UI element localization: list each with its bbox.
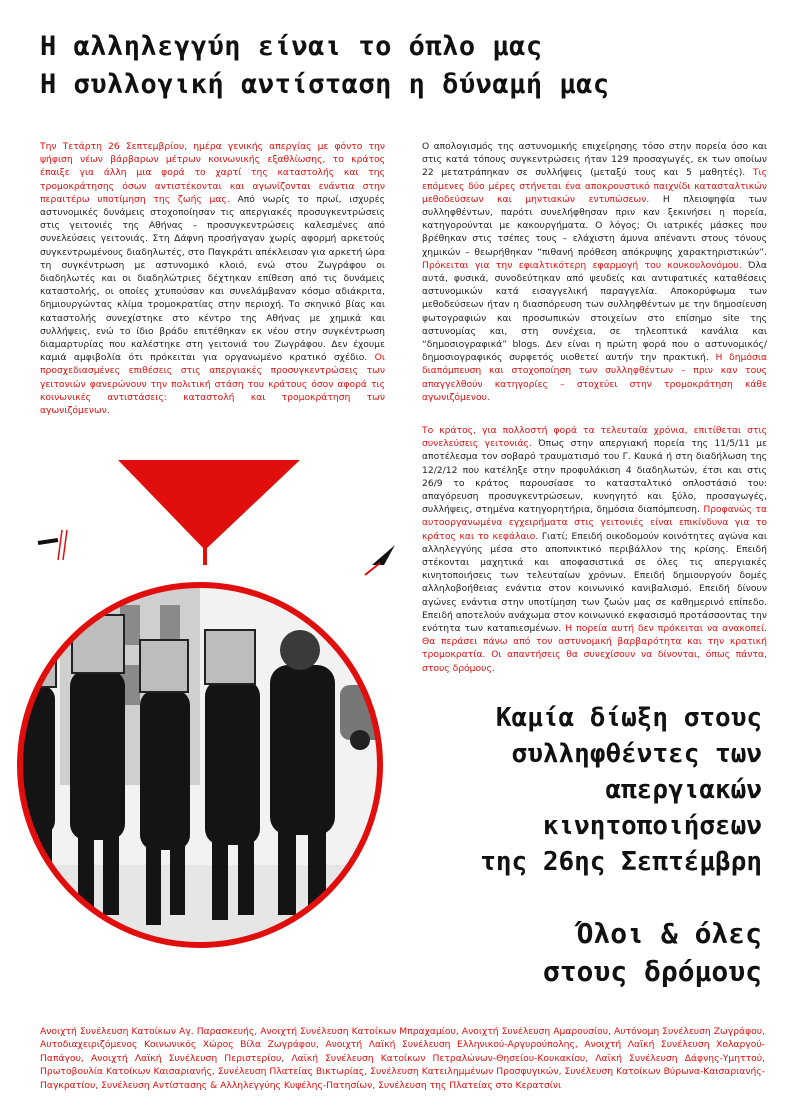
slogan1-line4: κινητοποιήσεων [542,811,762,841]
rb-text-3-red: Προφανώς τα αυτοοργανωμένα εγχειρήματα στις γειτονιές είναι επικίνδυνα για το κράτος και το κεφάλαιο. [422,504,767,542]
signatories-footer: Ανοιχτή Συνέλευση Κατοίκων Αγ. Παρασκευής, Ανοιχτή Συνέλευση Κατοίκων Μπραχαμίου, Ανοιχτή Συνέλευση Αμαρουσίου, Αυτόνομη Συνέλευση Ζωγράφου, Αυτοδιαχειριζόμενος Κοινωνικός Χώρος Βίλα Ζωγράφου, Ανοιχτή Λαϊκή Συνέλευση Ελληνικού-Αργυρούπολης, Ανοιχτή Λαϊκή Συνέλευση Χολαργού-Παπάγου, Ανοιχτή Λαϊκή Συνέλευση Περιστερίου, Λαϊκή Συνέλευση Κατοίκων Πετραλώνων-Θησείου-Κουκακίου, Λαϊκή Συνέλευση Δάφνης-Υμηττού, Πρωτοβουλία Κατοίκων Καισαριανής, Συνέλευση Πλατείας Βικτωρίας, Συνέλευση Κατειλημμένων Προσφυγικών, Συνέλευση Κατοίκων Βύρωνα-Καισαριανής-Παγκρατίου, Συνέλευση Αντίστασης & Αλληλεγγύης Κυψέλης-Πατησίων, Συνέλευση της Πλατείας στο Κερατσίνι [40,1026,765,1091]
protest-illustration [0,435,410,1015]
slogan2-line1: Όλοι & όλες [576,917,762,950]
protest-photo [0,575,410,965]
rb-text-4: Γιατί; Επειδή οικοδομούν κοινότητες αγώνα και αλληλεγγύης μέσα στο αποπνικτικό περιβάλλον της κρίσης. Επειδή στέκονται μαχητικά και αποφασιστικά σε όλες τις απεργιακές κινητοποιήσεις των τελευταίων χρόνων. Επειδή δημιουργούν δομές αλληλοβοήθειας ενάντια στον κοινωνικό κανιβαλισμό. Επειδή δίνουν αγώνες ενάντια στην υποτίμηση των ζωών μας σε καθημερινό επίπεδο. Επειδή αποτελούν ανάχωμα στον κοινωνικό εκφασισμό προτάσσοντας την ενότητα των καταπιεσμένων. [422,530,767,635]
slogan-to-the-streets [382,915,762,991]
right-bottom-paragraph [422,424,767,675]
title-line-1: Η αλληλεγγύη είναι το όπλο μας [40,31,543,62]
right-bottom-column-text [422,424,767,675]
left-body: Από νωρίς το πρωί, ισχυρές αστυνομικές δυνάμεις στοχοποίησαν τις απεργιακές προσυγκεντρώσεις στις γειτονιές της Αθήνας – προσυγκεντρώσεις καλεσμένες από συνελεύσεις γειτονιάς. Στη Δάφνη προσήγαγαν χωρίς αφορμή αρκετούς συγκεντρωμένους διαδηλωτές, στο Παγκράτι απέκλεισαν για αρκετή ώρα τη συγκέντρωση με αστυνομικό κλοιό, ενώ στου Ζωγράφου οι διαδηλωτές και οι διαδηλώτριες δέχτηκαν επίθεση από τις δυνάμεις καταστολής, οι οποίες χτυπούσαν και συνελάμβαναν κόσμο αδιάκριτα, δημιουργώντας κλίμα τρομοκρατίας στην περιοχή. Το σκηνικό βίας και καταστολής συνεχίστηκε στο κέντρο της Αθήνας με χημικά και συλλήψεις, ενώ το ίδιο βράδυ επιτέθηκαν εκ νέου στην συγκέντρωση διαμαρτυρίας που καλέστηκε στη γειτονιά του Ζωγράφου. Δεν έχουμε καμιά αμφιβολία ότι πρόκειται για οργανωμένο κρατικό σχέδιο. [40,193,385,364]
slogan1-line3: απεργιακών [605,775,762,805]
rt-text-4-red: Πρόκειται για την εφιαλτικότερη εφαρμογή του κουκουλονόμου. [422,259,742,271]
rb-text-2: Όπως στην απεργιακή πορεία της 11/5/11 με αποτέλεσμα τον σοβαρό τραυματισμό του Γ. Καυκά ή στη διαδήλωση της 12/2/12 που κατέληξε στην προφυλάκιση 4 διαδηλωτών, έτσι και στις 26/9 το κράτος παρουσίασε το κατασταλτικό οπλοστάσιό του: απαγόρευση προσυγκεντρώσεων, κυνηγητό και ξύλο, προσαγωγές, συλλήψεις, στημένα κατηγορητήρια, δημόσια διαπόμπευση. [422,438,767,516]
rt-text-5: Όλα αυτά, φυσικά, συνοδεύτηκαν από ψευδείς και αντιφατικές καταθέσεις αστυνομικών κατά εισαγγελική παραγγελία. Αποκορύφωμα των μεθοδεύσεων ήταν η διασπόρευση των συλληφθέντων με την δημοσίευση φωτογραφιών και προσωπικών στοιχείων στο επίσημο site της αστυνομίας και, στη συνέχεια, σε τηλεοπτικά κανάλια και “δημοσιογραφικά” blogs. Δεν είναι η πρώτη φορά που ο αστυνομικός/δημοσιογραφικός συρφετός υιοθετεί αυτήν την πρακτική. [422,259,767,364]
rt-text-1: Ο απολογισμός της αστυνομικής επιχείρησης τόσο στην πορεία όσο και στις κατά τόπους συγκεντρώσεις ήταν 129 προσαγωγές, εκ των οποίων 22 μετατράπηκαν σε συλλήψεις (μεταξύ τους και 5 μαθητές). [422,141,767,179]
slogan2-line2: στους δρόμους [542,955,762,988]
rt-text-6-red: Η δημόσια διαπόμπευση και στοχοποίηση των συλληφθέντων – πριν καν τους απαγγελθούν κατηγορίες – στοχεύει στην τρομοκράτηση κάθε αγωνιζόμενου. [422,352,767,403]
left-paragraph [40,140,385,417]
left-lead-red: Την Τετάρτη 26 Σεπτεμβρίου, ημέρα γενικής απεργίας με φόντο την ψήφιση νέων βάρβαρων μέτρων κοινωνικής εξαθλίωσης, το κράτος έπαιξε για άλλη μια φορά το χαρτί της καταστολής και της τρομοκράτησης όσων αντιστέκονται και αγωνίζονται ενάντια στην περαιτέρω υποτίμηση της ζωής μας. [40,141,385,205]
left-conclusion-red: Οι προσχεδιασμένες επιθέσεις στις απεργιακές προσυγκεντρώσεις των γειτονιών φανερώνουν την πολιτική στάση του κράτους όσον αφορά τις κοινωνικές αντιστάσεις: καταστολή και τρομοκράτηση των αγωνιζόμενων. [40,352,385,417]
ink-mark-left [38,540,58,543]
rt-text-3: Η πλειοψηφία των συλληφθέντων, παρότι συνελήφθησαν πριν καν ξεκινήσει η πορεία, κατηγορούνται με κακουργήματα. Ο λόγος; Οι ιατρικές μάσκες που βρέθηκαν στις τσέπες τους – ελάχιστη άμυνα απέναντι στους τόνους χημικών – θεωρήθηκαν “πιθανή πρόθεση απόκρυψης χαρακτηριστικών”. [422,193,767,258]
slogan1-line1: Καμία δίωξη στους [495,703,762,733]
right-top-column-text [422,140,767,404]
ink-mark-right [372,545,395,565]
poster-title [40,28,770,104]
slogan-no-prosecution [382,700,762,880]
slogan1-line2: συλληφθέντες των [511,739,762,769]
left-column-text [40,140,385,417]
title-line-2: Η συλλογική αντίσταση η δύναμή μας [40,69,610,100]
right-top-paragraph [422,140,767,404]
rt-text-2-red: Τις επόμενες δύο μέρες στήνεται ένα αποκρουστικό παιχνίδι κατασταλτικών μεθοδεύσεων και μηντιακών εντυπώσεων. [422,167,767,205]
red-triangle-icon [118,460,300,550]
rb-text-1-red: Το κράτος, για πολλοστή φορά τα τελευταία χρόνια, επιτίθεται στις συνελεύσεις γειτονιάς. [422,425,767,450]
slogan1-line5: της 26ης Σεπτέμβρη [480,847,762,877]
rb-text-5-red: Η πορεία αυτή δεν πρόκειται να ανακοπεί. Θα περάσει πάνω από τον αστυνομική βαρβαρότητα και την κρατική τρομοκρατία. Οι απαντήσεις θα συνεχίσουν να δίνονται, όπως πάντα, στους δρόμους. [422,623,767,674]
